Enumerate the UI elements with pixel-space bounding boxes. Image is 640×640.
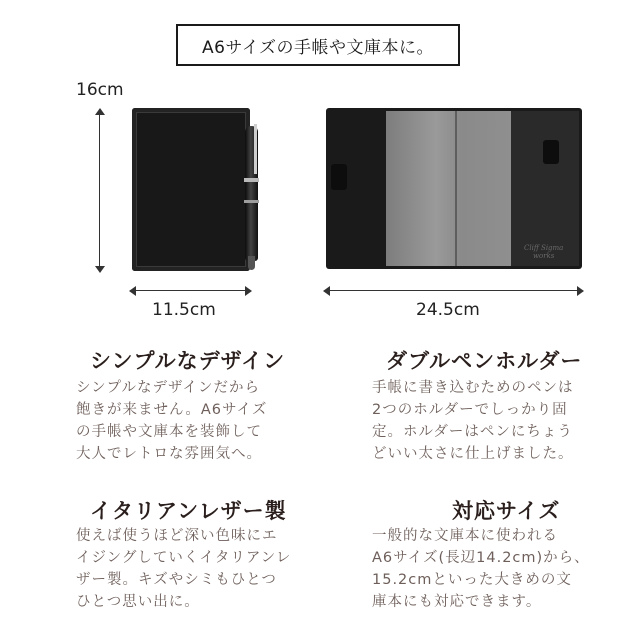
feature-line: どいい太さに仕上げました。 <box>372 446 574 462</box>
closed-cover-image <box>132 108 250 271</box>
feature-line: 大人でレトロな雰囲気へ。 <box>76 446 262 462</box>
arrow-left-icon <box>323 286 330 296</box>
feature-line: 手帳に書き込むためのペンは <box>372 380 574 396</box>
arrow-right-icon <box>245 286 252 296</box>
feature-title-simple-design: シンプルなデザイン <box>90 349 286 373</box>
feature-body-italian-leather <box>76 525 291 613</box>
banner-text: A6サイズの手帳や文庫本に。 <box>201 37 435 58</box>
feature-line: A6サイズ(長辺14.2cm)から、 <box>372 550 590 566</box>
feature-line: 使えば使うほど深い色味にエ <box>76 528 278 544</box>
feature-line: 庫本にも対応できます。 <box>372 594 542 610</box>
feature-line: ザー製。キズやシミもひとつ <box>76 572 277 588</box>
feature-title-italian-leather: イタリアンレザー製 <box>90 499 287 523</box>
pen-holder-right <box>543 140 559 164</box>
feature-line: 15.2cmといった大きめの文 <box>372 572 572 588</box>
lining-fold <box>455 111 457 266</box>
feature-line: の手帳や文庫本を装飾して <box>76 424 262 440</box>
feature-title-supported-sizes: 対応サイズ <box>452 499 561 523</box>
brand-logo <box>524 244 563 260</box>
feature-line: 定。ホルダーはペンにちょう <box>372 424 573 440</box>
logo-line1: Cliff Sigma <box>524 244 564 252</box>
suede-lining <box>386 111 511 266</box>
closed-width-dimension-line <box>134 290 246 291</box>
open-width-dimension-line <box>328 290 578 291</box>
height-label: 16cm <box>76 80 124 100</box>
feature-body-double-pen-holder <box>372 377 574 465</box>
pen-tip <box>248 256 255 270</box>
height-dimension-line <box>99 110 100 270</box>
feature-line: イジングしていくイタリアンレ <box>76 550 292 566</box>
feature-body-supported-sizes <box>372 525 590 613</box>
feature-title-double-pen-holder: ダブルペンホルダー <box>386 349 583 373</box>
right-pocket <box>511 111 579 266</box>
logo-line2: works <box>532 252 555 260</box>
feature-line: ひとつ思い出に。 <box>76 594 200 610</box>
feature-line: 一般的な文庫本に使われる <box>372 528 558 544</box>
open-width-label: 24.5cm <box>416 300 480 320</box>
feature-line: シンプルなデザインだから <box>76 380 261 396</box>
pen-holder-left <box>331 164 347 190</box>
feature-body-simple-design <box>76 377 267 465</box>
feature-line: 飽きが来ません。A6サイズ <box>76 402 268 418</box>
pen-band <box>244 178 259 182</box>
feature-line: 2つのホルダーでしっかり固 <box>372 402 568 418</box>
closed-width-label: 11.5cm <box>152 300 216 320</box>
arrow-down-icon <box>95 266 105 273</box>
headline-banner <box>176 24 460 66</box>
pen-clip <box>254 124 257 174</box>
arrow-up-icon <box>95 108 105 115</box>
arrow-left-icon <box>129 286 136 296</box>
pen-band-lower <box>244 200 259 203</box>
arrow-right-icon <box>577 286 584 296</box>
